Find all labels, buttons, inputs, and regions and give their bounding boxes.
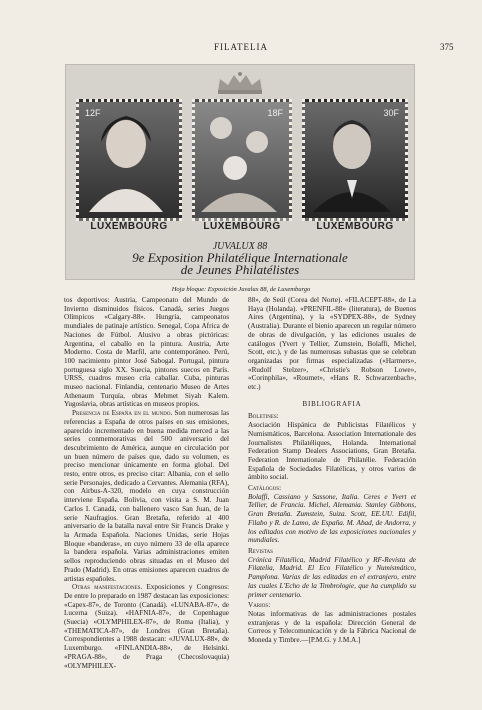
figure-caption: Hoja bloque: Exposición Juvalux 88, de Luxemburgo (171, 286, 311, 293)
sheet-subtitle-line1: 9e Exposition Philatélique Internationale (132, 250, 348, 265)
stamp-portrait-woman (76, 99, 182, 232)
stamp-country: LUXEMBOURG (90, 221, 168, 232)
paragraph: 88», de Seúl (Corea del Norte). «FILACEPT-88», de La Haya (Holanda). «PRENFIL-88» (literatura), de Buenos Aires (Argentina), y la «SYDPEX-88», de Sydney (Australia). Durante el bienio aparecen un regular número de obras de divulgación, y las ediciones usuales de catálogos (Yvert y Tellier, Zumstein, Bolaffi, Michel, Scott, etc.), y de las numerosas subastas que se celebran organizadas por firmas especializadas («Harmers», «Rudolf Stelzer», «Christie's Robson Lowe», «Corinphila», «Roumet», «Hans R. Schwarzenbach», etc.) (248, 296, 416, 392)
sheet-subtitle-line2: de Jeunes Philatélistes (180, 262, 300, 277)
right-column (248, 296, 416, 645)
section-lead: Otras manifestaciones. (72, 583, 143, 592)
portrait-icon (305, 102, 399, 212)
stamp-value: 18F (267, 108, 283, 118)
subheading: Catálogos: (248, 484, 282, 493)
sheet-title: JUVALUX 88 (212, 241, 268, 252)
stamp-portrait-man (302, 99, 408, 232)
paragraph: Crónica Filatélica, Madrid Filatélico y RF-Revista de Filatelia, Madrid. El Eco Filatélico y Numismático, Pamplona. Varias de las editadas en el extranjero, entre las cuales L'Echo de la Timbrologie, que ha cumplido su primer centenario. (248, 555, 416, 599)
sheet-subtitle (66, 252, 414, 276)
running-header: FILATELIA (214, 42, 268, 52)
stamp-value: 30F (383, 108, 399, 118)
stamp-country: LUXEMBOURG (316, 221, 394, 232)
paragraph: Notas informativas de las administraciones postales extranjeras y de la española: Dirección General de Correos y Telecomunicación y de la Fábrica Nacional de Moneda y Timbre.—[P.M.G. y J.M.A.] (248, 609, 416, 645)
paragraph: Asociación Hispánica de Publicistas Filatélicos y Numismáticos, Barcelona. Association Internationale des Journalistes Philatéliques, Holanda. International Federation Stamp Dealers Associations, Gran Bretaña. Federation Internationale de Philatélie. Federación Española de Sociedades Filatélicas, y otros varios de ámbito social. (248, 421, 416, 482)
portrait-icon (195, 102, 283, 212)
stamp-value: 12F (85, 108, 101, 118)
stamp-country: LUXEMBOURG (203, 221, 281, 232)
paragraph: Presencia de España en el mundo. Son numerosas las referencias a España de otros países en sus emisiones, aparecido incrementado en buena medida merced a las series conmemorativas del 500 aniversario del descubrimiento de América, aunque en circulación por un buen número de países que, dado su volumen, es preciso mencionar únicamente en forma global. Del resto, entre otros, es preciso citar: Albania, con el sello serie Personajes, dedicado a Cervantes. Alemania (RFA), con Airbus-A-320, modelo en cuya construcción interviene España. Bolivia, con visita a S. M. Juan Carlos I. Canadá, con ballenero vasco San Juan, de la serie Naufragios. Gran Bretaña, referido al 400 aniversario de la batalla naval entre Sir Francis Drake y la Armada Española. Naciones Unidas, serie Hojas Bloque «banderas», en cuyo número 33 de ella aparece la bandera española. Varias administraciones emiten sellos reproduciendo obras situadas en el Museo del Prado (Madrid). En otras emisiones aparecen cuadros de artistas españoles. (64, 409, 229, 583)
crown-icon (214, 71, 266, 95)
bibliography-heading: BIBLIOGRAFIA (302, 399, 362, 408)
paragraph: Bolaffi, Cassiano y Sassone, Italia. Ceres e Yvert et Tellier, de Francia. Michel, Alemania. Stanley Gibbons, Gran Bretaña. Zumstein, Suiza. Scott, EE.UU. Edifil, Filabo y R. de Lamo, de España. M. Abad, de Andorra, y los editados con motivo de las exposiciones nacionales y mundiales. (248, 492, 416, 545)
stamp-portrait-children (192, 99, 292, 232)
page-number: 375 (440, 42, 454, 52)
section-lead: Presencia de España en el mundo. (72, 409, 173, 418)
paragraph: Otras manifestaciones. Exposiciones y Congresos: De entre lo preparado en 1987 destacan las exposiciones: «Capex-87», de Toronto (Canadá). «LUNABA-87», de Lucerna (Suiza). «HAFNIA-87», de Copenhague (Suecia) «OLYMPHILEX-87», de Roma (Italia), y «THEMATICA-87», de Londres (Gran Bretaña). Correspondientes a 1988 destacan: «JUVALUX-88», de Luxemburgo. «FINLANDIA-88», de Helsinki. «PRAGA-88», de Praga (Checoslovaquia) «OLYMPHILEX- (64, 583, 229, 670)
subheading: Boletines: (248, 412, 279, 421)
paragraph: tos deportivos: Austria, Campeonato del Mundo de Invierno disminuidos físicos. Canadá, series Juegos Olímpicos «Calgary-88». Hungría, campeonatos mundiales de patinaje artístico. Senegal, Copa Africa de Naciones de Fútbol. Alusivo a obras pictóricas: Argentina, el caballo en la pintura. Austria, Arte Moderno. Costa de Marfil, arte contemporáneo. Perú, 100 nacimiento pintor José Sabogal. Portugal, pintura portuguesa siglo XX. Suecia, pintores suecos en París. URSS, cuadros museo cría caballar. Cuba, pinturas museo nacional. Finlandia, centenario Museo de Artes Athenaum Turquía, obras Mehmet Siyah Kalem. Yugoslavia, obras artísticas en museos propios. (64, 296, 229, 409)
stamp-sheet-image (65, 64, 415, 280)
left-column (64, 296, 229, 670)
subheading: Revistas (248, 546, 273, 555)
subheading: Varios: (248, 601, 271, 610)
portrait-icon (79, 102, 173, 212)
